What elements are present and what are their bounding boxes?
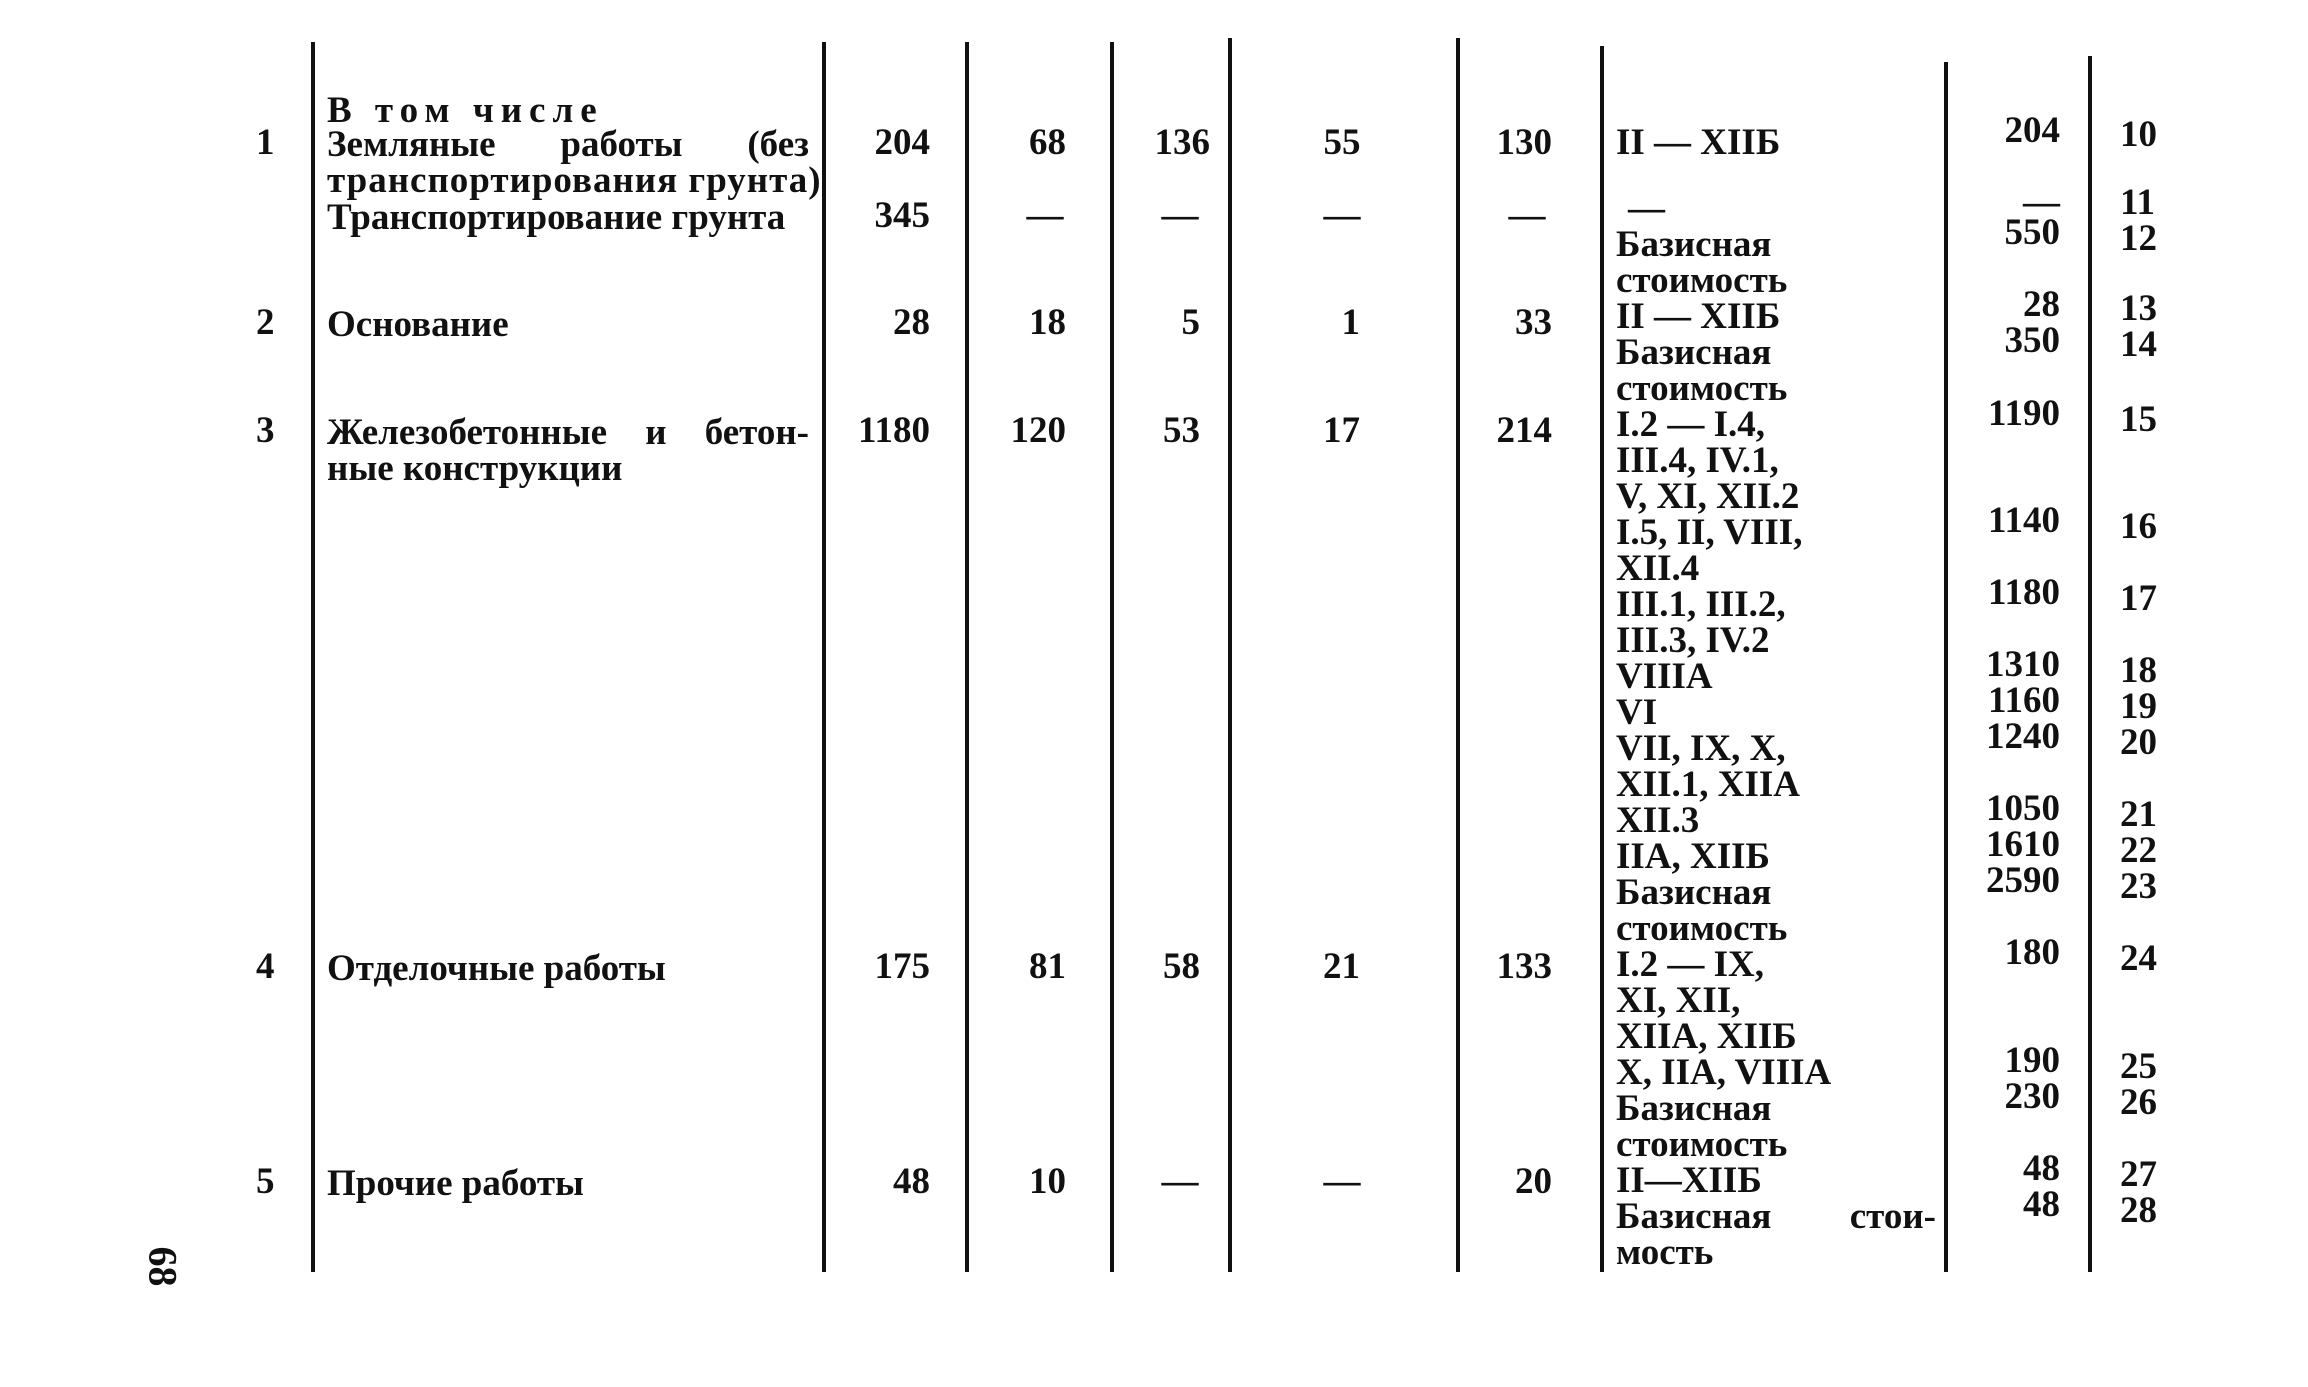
row-number: 5 xyxy=(256,1161,275,1202)
row-number: 3 xyxy=(256,410,275,451)
designation-text: — xyxy=(1628,188,1665,229)
row-name: Земляные работы (без xyxy=(327,124,809,165)
column-rule xyxy=(965,42,969,1272)
designation-value: 1610 xyxy=(1986,824,2060,865)
row-value: — xyxy=(1026,195,1064,236)
designation-text: Базисная xyxy=(1616,224,1772,265)
column-rule xyxy=(1456,38,1460,1272)
row-name: Отделочные работы xyxy=(327,948,666,989)
designation-text: мость xyxy=(1616,1232,1714,1273)
column-rule xyxy=(2088,56,2092,1272)
row-value: — xyxy=(1323,195,1361,236)
row-number: 4 xyxy=(256,946,275,987)
designation-text: VII, IX, X, xyxy=(1616,728,1786,769)
row-value: 68 xyxy=(1029,122,1066,163)
designation-value: 230 xyxy=(2004,1076,2060,1117)
row-value: 10 xyxy=(1029,1161,1066,1202)
row-index: 26 xyxy=(2120,1082,2157,1123)
designation-text: XI, XII, xyxy=(1616,980,1741,1021)
designation-text: стоимость xyxy=(1616,368,1788,409)
row-index: 16 xyxy=(2120,506,2157,547)
row-value: 133 xyxy=(1496,946,1552,987)
row-value: — xyxy=(1161,195,1199,236)
row-index: 12 xyxy=(2120,218,2157,259)
row-value: 136 xyxy=(1154,122,1210,163)
column-rule xyxy=(1228,38,1232,1272)
designation-value: 1140 xyxy=(1988,500,2060,541)
designation-value: 1180 xyxy=(1988,572,2060,613)
column-rule xyxy=(1600,46,1604,1272)
row-value: 20 xyxy=(1515,1161,1552,1202)
designation-value: 190 xyxy=(2004,1040,2060,1081)
row-number: 1 xyxy=(256,122,275,163)
designation-text: X, IIA, VIIIA xyxy=(1616,1052,1832,1093)
designation-text: Базисная xyxy=(1616,872,1772,913)
row-value: 1 xyxy=(1341,302,1360,343)
row-index: 14 xyxy=(2120,324,2157,365)
row-name-continued: ные конструкции xyxy=(327,448,623,489)
column-rule xyxy=(1110,42,1114,1272)
row-number: 2 xyxy=(256,302,275,343)
designation-text: XIIA, XIIБ xyxy=(1616,1016,1797,1057)
row-value: 120 xyxy=(1010,410,1066,451)
designation-value: 1160 xyxy=(1988,680,2060,721)
designation-value: 1190 xyxy=(1988,393,2060,434)
designation-text: Базисная стои- xyxy=(1616,1196,1936,1237)
row-value: 175 xyxy=(874,946,930,987)
designation-text: III.3, IV.2 xyxy=(1616,620,1770,661)
row-value: 18 xyxy=(1029,302,1066,343)
row-index: 24 xyxy=(2120,938,2157,979)
row-index: 11 xyxy=(2120,182,2155,223)
designation-text: IIA, XIIБ xyxy=(1616,836,1770,877)
designation-value: 48 xyxy=(2023,1148,2060,1189)
designation-text: Базисная xyxy=(1616,1088,1772,1129)
page-number: 68 xyxy=(140,1246,186,1287)
designation-value: 1240 xyxy=(1986,716,2060,757)
designation-text: II — XIIБ xyxy=(1616,296,1781,337)
row-index: 28 xyxy=(2120,1190,2157,1231)
designation-text: I.5, II, VIII, xyxy=(1616,512,1803,553)
designation-text: I.2 — IX, xyxy=(1616,944,1765,985)
row-value: — xyxy=(1508,195,1546,236)
row-value: — xyxy=(1323,1161,1361,1202)
row-value: 48 xyxy=(893,1161,930,1202)
row-index: 23 xyxy=(2120,866,2157,907)
designation-text: стоимость xyxy=(1616,908,1788,949)
row-value: 1180 xyxy=(858,410,930,451)
designation-text: III.4, IV.1, xyxy=(1616,440,1779,481)
row-value: 81 xyxy=(1029,946,1066,987)
designation-text: XII.4 xyxy=(1616,548,1700,589)
designation-text: XII.3 xyxy=(1616,800,1700,841)
row-index: 15 xyxy=(2120,399,2157,440)
row-value: 204 xyxy=(874,122,930,163)
column-rule xyxy=(1944,62,1948,1272)
row-index: 25 xyxy=(2120,1046,2157,1087)
designation-value: 1050 xyxy=(1986,788,2060,829)
designation-text: XII.1, XIIA xyxy=(1616,764,1801,805)
row-index: 10 xyxy=(2120,114,2157,155)
row-index: 21 xyxy=(2120,794,2157,835)
designation-text: VI xyxy=(1616,692,1658,733)
designation-text: стоимость xyxy=(1616,1124,1788,1165)
designation-text: V, XI, XII.2 xyxy=(1616,476,1800,517)
row-name: Железобетонные и бетон- xyxy=(327,412,809,453)
designation-value: 28 xyxy=(2023,284,2060,325)
designation-text: II — XIIБ xyxy=(1616,122,1781,163)
designation-value: 550 xyxy=(2004,212,2060,253)
row-value: 345 xyxy=(874,195,930,236)
row-value: 55 xyxy=(1323,122,1361,163)
row-index: 22 xyxy=(2120,830,2157,871)
row-value: 53 xyxy=(1163,410,1200,451)
section-subheading: В том числе xyxy=(327,90,604,131)
designation-text: III.1, III.2, xyxy=(1616,584,1786,625)
row-name: Прочие работы xyxy=(327,1163,584,1204)
row-value: 33 xyxy=(1515,302,1552,343)
row-index: 19 xyxy=(2120,686,2157,727)
designation-value: 350 xyxy=(2004,320,2060,361)
designation-text: Базисная xyxy=(1616,332,1772,373)
designation-value: 1310 xyxy=(1986,644,2060,685)
row-value: 58 xyxy=(1163,946,1200,987)
designation-text: II—XIIБ xyxy=(1616,1160,1762,1201)
designation-value: 2590 xyxy=(1986,860,2060,901)
row-value: 28 xyxy=(893,302,930,343)
row-value: 5 xyxy=(1181,302,1200,343)
row-index: 27 xyxy=(2120,1154,2157,1195)
row-index: 18 xyxy=(2120,650,2157,691)
row-value: — xyxy=(1161,1161,1199,1202)
designation-value: 48 xyxy=(2023,1184,2060,1225)
designation-text: VIIIA xyxy=(1616,656,1713,697)
row-value: 17 xyxy=(1323,410,1360,451)
column-rule xyxy=(311,42,315,1272)
row-index: 20 xyxy=(2120,722,2157,763)
column-rule xyxy=(822,42,826,1272)
row-index: 13 xyxy=(2120,288,2157,329)
designation-text: стоимость xyxy=(1616,260,1788,301)
designation-value: — xyxy=(2023,182,2060,223)
designation-value: 180 xyxy=(2004,932,2060,973)
row-value: 21 xyxy=(1323,946,1360,987)
row-name-continued: транспортирования грунта) xyxy=(327,160,822,201)
row-value: 130 xyxy=(1496,122,1552,163)
row-value: 214 xyxy=(1496,410,1552,451)
designation-text: I.2 — I.4, xyxy=(1616,404,1766,445)
row-index: 17 xyxy=(2120,578,2157,619)
row-name: Основание xyxy=(327,304,509,345)
row-name: Транспортирование грунта xyxy=(327,197,786,238)
designation-value: 204 xyxy=(2004,110,2060,151)
